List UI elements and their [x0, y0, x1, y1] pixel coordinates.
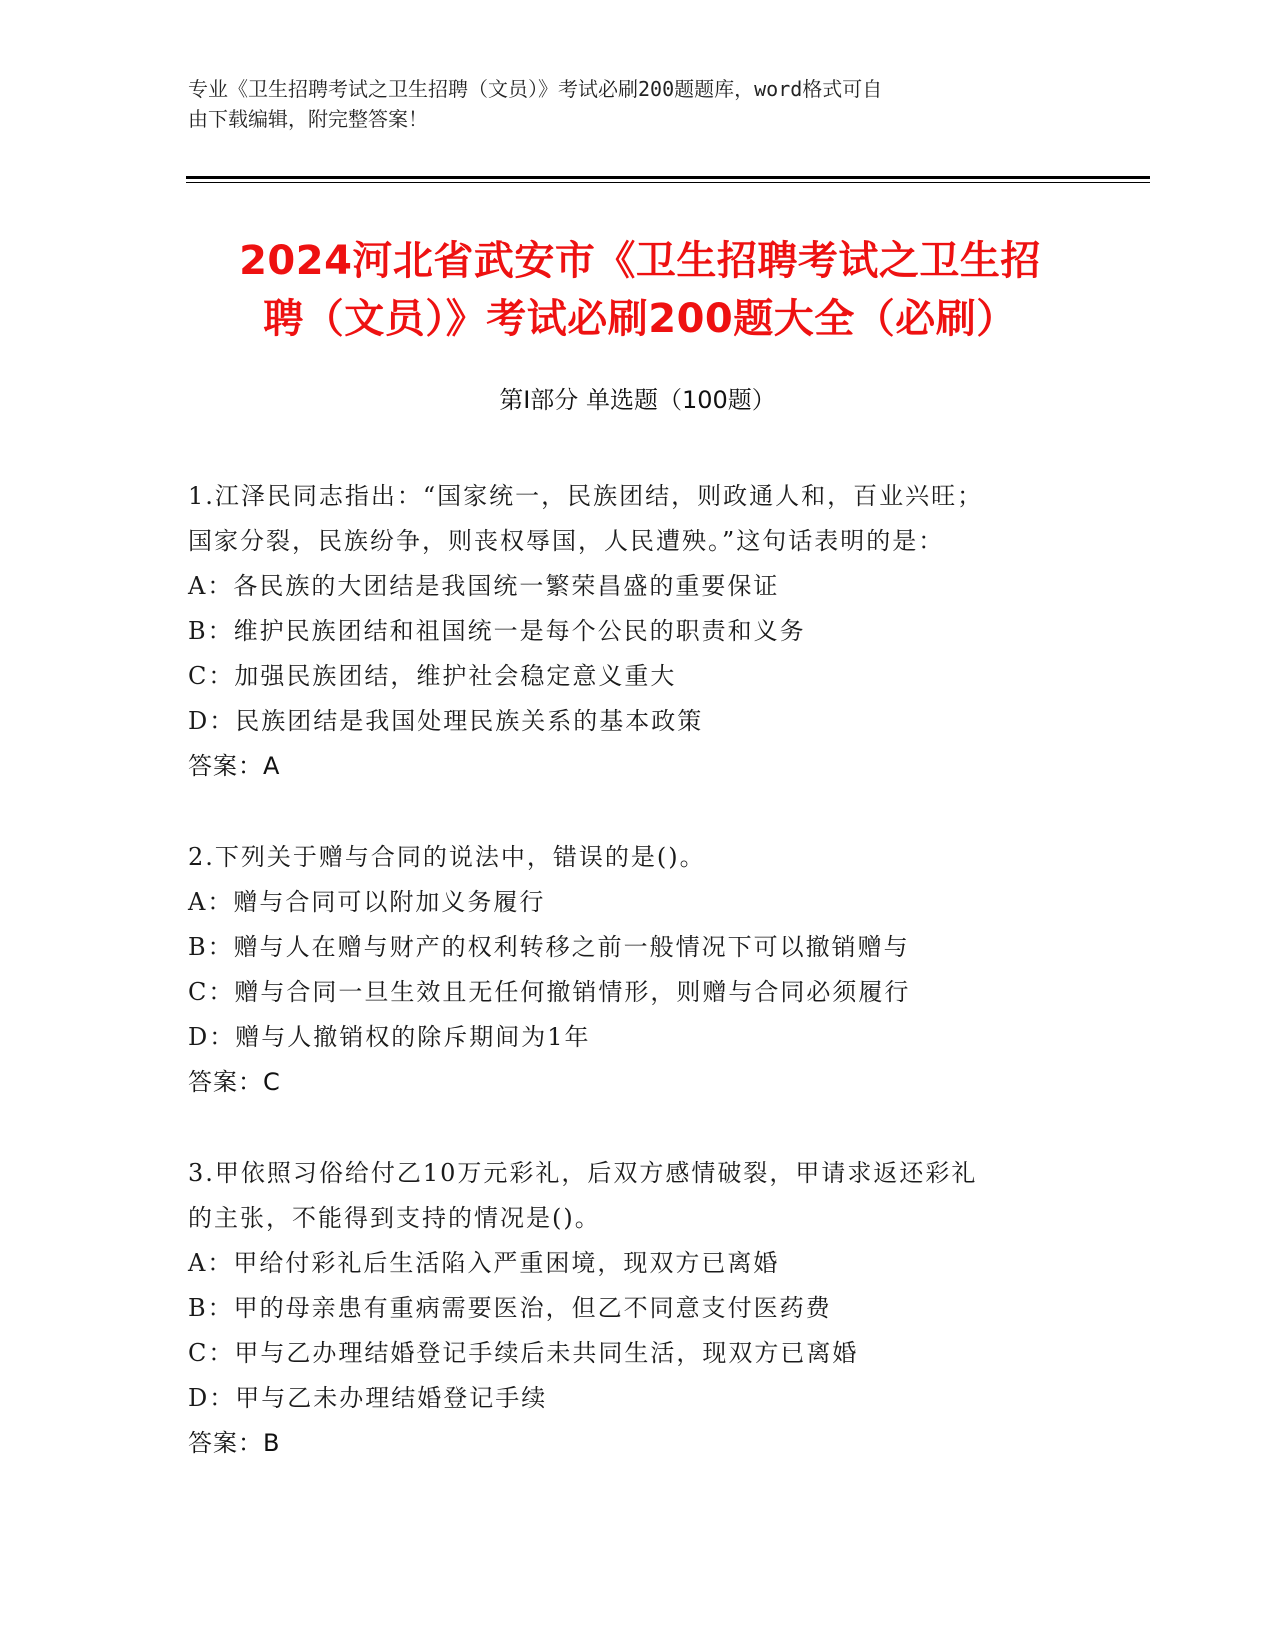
document-title — [190, 232, 1090, 348]
title-line-1: 2024河北省武安市《卫生招聘考试之卫生招 — [239, 238, 1041, 284]
intro-line-1: 专业《卫生招聘考试之卫生招聘（文员）》考试必刷200题题库，word格式可自 — [188, 77, 883, 101]
question-3 — [188, 1151, 1088, 1466]
question-2 — [188, 835, 1088, 1105]
question-stem-line: 的主张，不能得到支持的情况是()。 — [188, 1204, 601, 1232]
option-b: B：赠与人在赠与财产的权利转移之前一般情况下可以撤销赠与 — [188, 933, 910, 961]
header-divider-thin — [186, 182, 1150, 183]
section-heading: 第I部分 单选题（100题） — [499, 386, 776, 414]
option-c: C：赠与合同一旦生效且无任何撤销情形，则赠与合同必须履行 — [188, 978, 911, 1006]
option-d: D：赠与人撤销权的除斥期间为1年 — [188, 1023, 591, 1051]
question-list — [188, 474, 1088, 1512]
option-a: A：甲给付彩礼后生活陷入严重困境，现双方已离婚 — [188, 1249, 780, 1277]
header-divider-thick — [186, 176, 1150, 179]
title-line-2: 聘（文员）》考试必刷200题大全（必刷） — [263, 296, 1017, 342]
answer-key: 答案：C — [188, 1068, 281, 1096]
option-d: D：民族团结是我国处理民族关系的基本政策 — [188, 707, 704, 735]
option-d: D：甲与乙未办理结婚登记手续 — [188, 1384, 548, 1412]
option-c: C：加强民族团结，维护社会稳定意义重大 — [188, 662, 677, 690]
option-a: A：赠与合同可以附加义务履行 — [188, 888, 546, 916]
option-b: B：维护民族团结和祖国统一是每个公民的职责和义务 — [188, 617, 806, 645]
intro-line-2: 由下载编辑，附完整答案！ — [188, 107, 428, 131]
answer-key: 答案：A — [188, 752, 281, 780]
question-1 — [188, 474, 1088, 789]
question-stem-line: 国家分裂，民族纷争，则丧权辱国，人民遭殃。”这句话表明的是： — [188, 527, 945, 555]
answer-key: 答案：B — [188, 1429, 281, 1457]
intro-text — [188, 74, 1088, 134]
question-stem-line: 2.下列关于赠与合同的说法中，错误的是()。 — [188, 843, 706, 871]
option-a: A：各民族的大团结是我国统一繁荣昌盛的重要保证 — [188, 572, 780, 600]
question-stem-line: 1.江泽民同志指出：“国家统一，民族团结，则政通人和，百业兴旺； — [188, 482, 984, 510]
option-b: B：甲的母亲患有重病需要医治，但乙不同意支付医药费 — [188, 1294, 832, 1322]
question-stem-line: 3.甲依照习俗给付乙10万元彩礼，后双方感情破裂，甲请求返还彩礼 — [188, 1159, 978, 1187]
option-c: C：甲与乙办理结婚登记手续后未共同生活，现双方已离婚 — [188, 1339, 859, 1367]
